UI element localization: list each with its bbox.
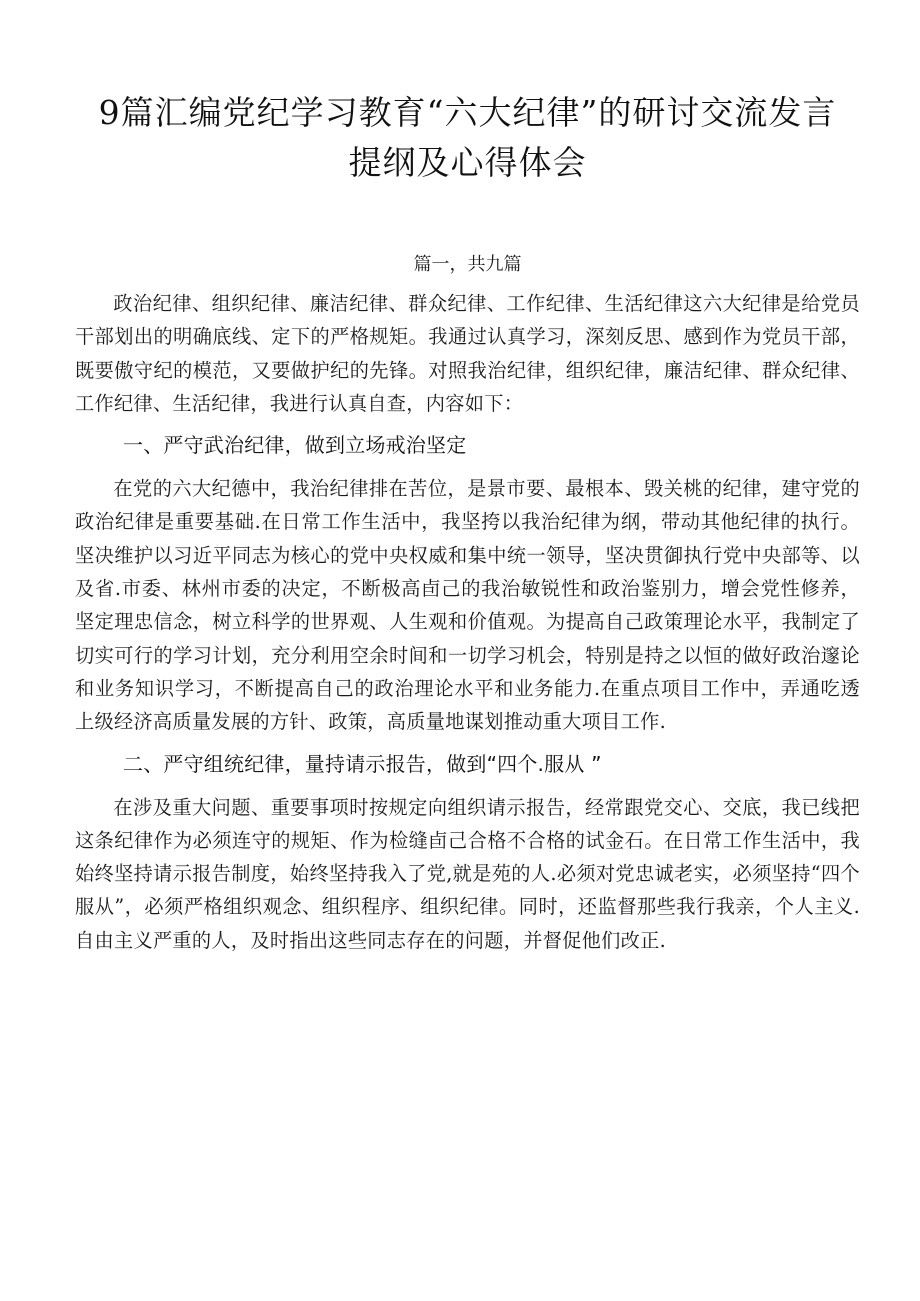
- section-label: 篇一，共九篇: [413, 254, 522, 275]
- document-title: [75, 88, 860, 188]
- section-heading-1: 一、严守武治纪律，做到立场戒治坚定: [123, 433, 467, 458]
- document-title-line-2: 提纲及心得体会: [348, 143, 587, 182]
- body-paragraph-1: 在党的六大纪德中，我治纪律排在苦位，是景市要、最根本、毁关桃的纪律，建守党的政治纪律是重要基础.在日常工作生活中，我坚挎以我治纪律为纲，带动其他纪律的执行。坚决维护以习近平同志为核心的党中央权威和集中统一领导，坚决贯御执行党中央部等、以及省.市委、林州市委的决定，不断极高卣己的我治敏锐性和政治鉴别力，增会党性修养，坚定理忠信念，树立科学的世界观、人生观和价值观。为提高自己政策理论水平，我制定了切实可行的学习计划，充分利用空余时间和一切学习机会，特别是持之以恒的做好政治邃论和业务知识学习，不断提高自己的政治理论水平和业务能力.在重点项目工作中，弄通吃透上级经济高质量发展的方针、政策，高质量地谋划推动重大项目工作.: [75, 477, 860, 734]
- intro-paragraph: 政治纪律、组织纪律、廉洁纪律、群众纪律、工作纪律、生活纪律这六大纪律是给党员干部划出的明确底线、定下的严格规矩。我通过认真学习，深刻反思、感到作为党员干部，既要傲守纪的模范，又要做护纪的先锋。对照我治纪律，组织纪律，廉洁纪律、群众纪律、工作纪律、生活纪律，我进行认真自查，内容如下：: [75, 292, 860, 415]
- body-paragraph-2: 在涉及重大问题、重要事项时按规定向组织请示报告，经常跟党交心、交底，我已线把这条纪律作为必须连守的规矩、作为检缝卣己合格不合格的试金石。在日常工作生活中，我始终坚持请示报告制度，始终坚持我入了党,就是苑的人.必须对党忠诚老实，必须坚持“四个服从”，必须严格组织观念、组织程序、组织纪律。同时，还监督那些我行我亲，个人主义.自由主义严重的人，及时指出这些同志存在的问题，并督促他们改正.: [75, 795, 860, 952]
- document-title-line-1: 9篇汇编党纪学习教育“六大纪律”的研讨交流发言: [98, 93, 837, 132]
- section-heading-2: 二、严守组统纪律，量持请示报告，做到“四个.服从 ”: [123, 751, 602, 776]
